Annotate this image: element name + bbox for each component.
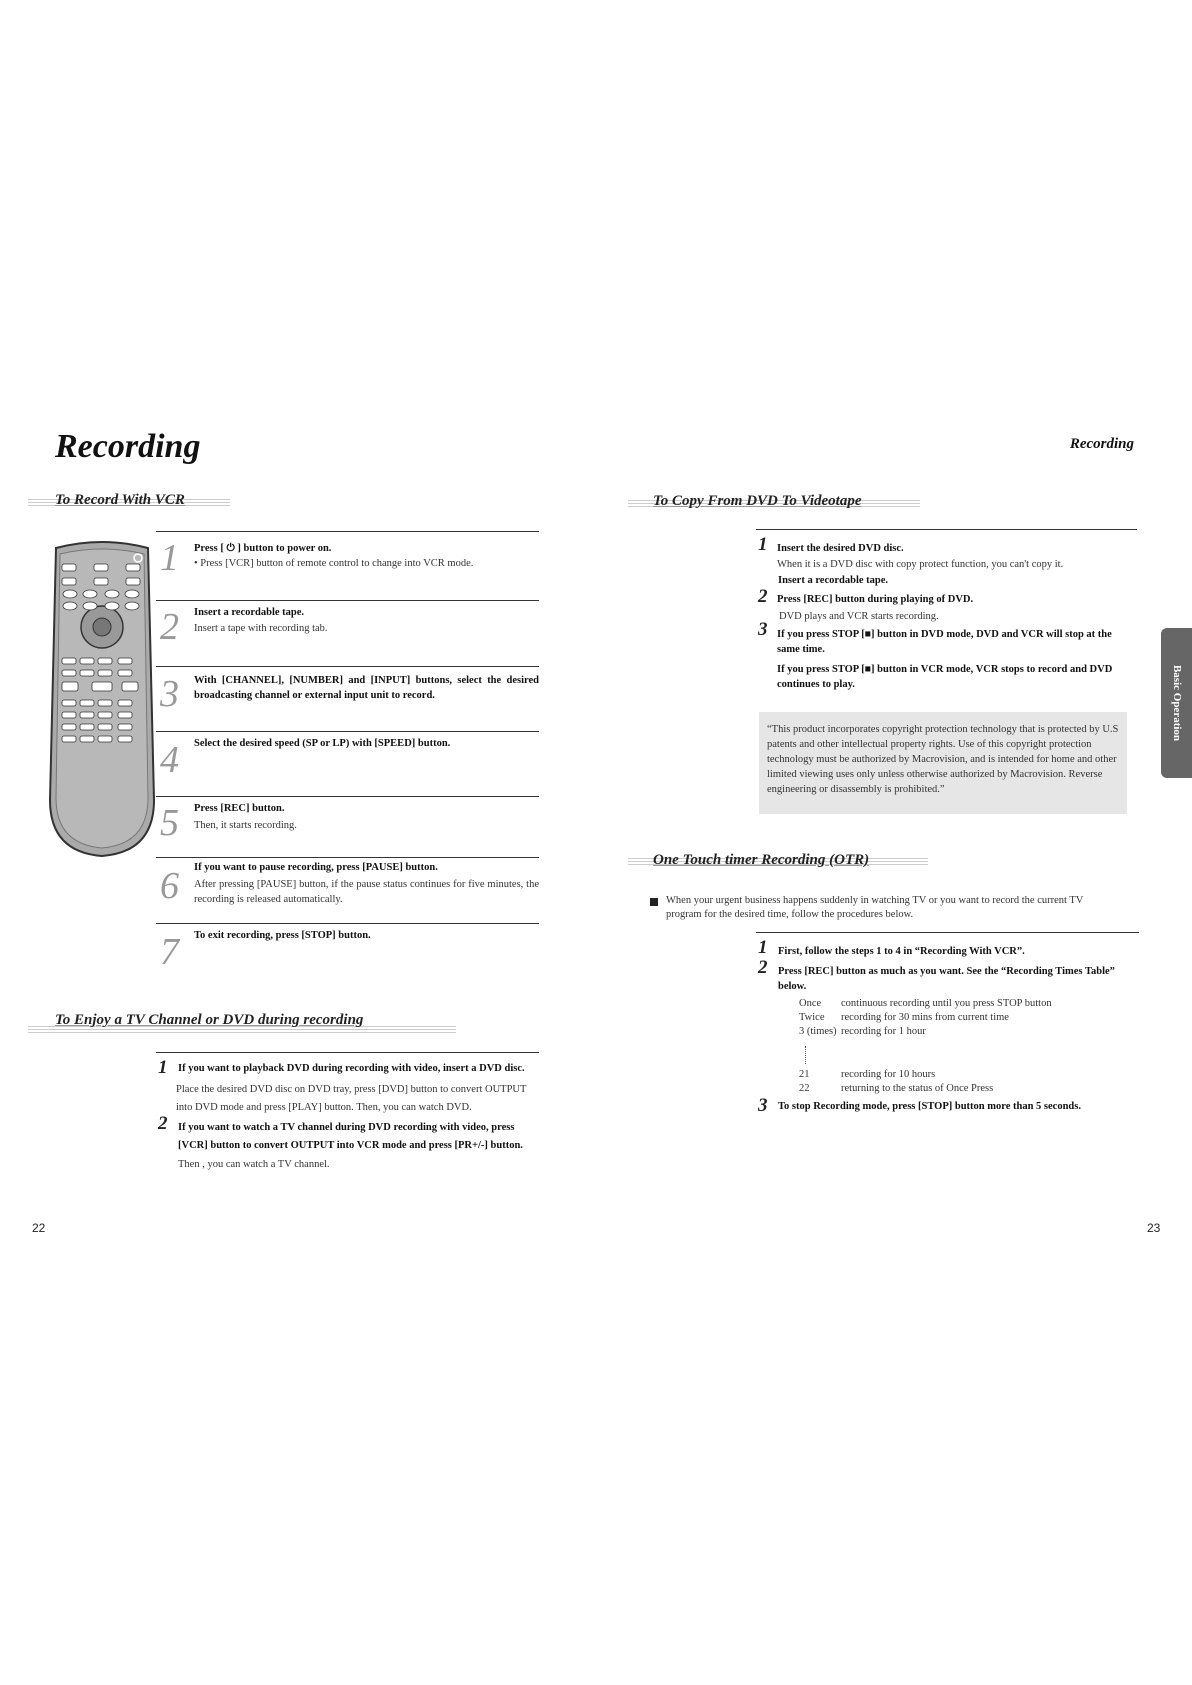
times-key: Twice [799,1012,825,1023]
step-detail: Then, it starts recording. [194,820,297,831]
step-instruction: With [CHANNEL], [NUMBER] and [INPUT] buttons, select the desired broadcasting channel or external input unit to record. [194,675,539,701]
times-value: recording for 10 hours [841,1069,936,1080]
divider [156,1052,539,1053]
copyright-notice: “This product incorporates copyright protection technology that is protected by U.S patents and other intellectual property rights. Use of this copyright protection technology must be authorized by Macrovision, and is intended for home and other limited viewing uses only unless otherwise authorized by Macrovision. Reverse engineering or disassembly is prohibited.” [759,712,1127,814]
remote-control-illustration [42,540,162,858]
step-number: 3 [160,673,179,715]
step-number: 2 [158,1113,168,1134]
step-number: 2 [160,606,179,648]
step-instruction: Insert a recordable tape. [778,575,889,586]
section-heading-record-vcr: To Record With VCR [55,492,185,508]
step-instruction: Press [REC] button. [194,803,285,814]
page-title: Recording [55,428,201,465]
step-instruction: Press [REC] button during playing of DVD. [777,594,974,605]
step-instruction: Select the desired speed (SP or LP) with [SPEED] button. [194,738,451,749]
step-instruction: If you want to pause recording, press [PAUSE] button. [194,862,438,873]
step-number: 2 [758,586,768,607]
times-value: returning to the status of Once Press [841,1083,994,1094]
step-instruction: If you want to playback DVD during recording with video, insert a DVD disc. [178,1063,525,1074]
step-number: 5 [160,802,179,844]
step-instruction: First, follow the steps 1 to 4 in “Recording With VCR”. [778,946,1025,957]
page-number-right: 23 [1147,1221,1161,1235]
step-detail: Then , you can watch a TV channel. [178,1159,330,1170]
divider [156,923,539,924]
step-detail: Insert a tape with recording tab. [194,623,328,634]
step-instruction: If you press STOP [■] button in VCR mode, VCR stops to record and DVD continues to play. [777,664,1113,690]
divider [156,666,539,667]
step-detail: DVD plays and VCR starts recording. [779,611,939,622]
step-detail: After pressing [PAUSE] button, if the pause status continues for five minutes, the recording is released automatically. [194,879,539,905]
section-heading-otr: One Touch timer Recording (OTR) [653,852,870,868]
step-number: 7 [160,931,179,973]
section-heading-copy-dvd: To Copy From DVD To Videotape [653,493,862,509]
divider [756,529,1137,530]
divider [156,600,539,601]
divider [156,796,539,797]
page-number-left: 22 [32,1221,46,1235]
step-number: 1 [758,534,768,555]
step-number: 3 [758,619,768,640]
step-instruction: Press [REC] button as much as you want. See the “Recording Times Table” below. [778,966,1115,992]
times-key: 22 [799,1083,810,1094]
divider [156,731,539,732]
ellipsis-dots [805,1046,806,1064]
step-instruction: Press [ ⏻ ] button to power on. [194,543,332,554]
recording-times-table-end [799,1068,993,1096]
step-detail: • Press [VCR] button of remote control to change into VCR mode. [194,558,474,569]
step-instruction: To stop Recording mode, press [STOP] button more than 5 seconds. [778,1101,1081,1112]
step-instruction: If you want to watch a TV channel during DVD recording with video, press [VCR] button to convert OUTPUT into VCR mode and press [PR+/-] button. [178,1122,523,1151]
step-number: 1 [758,937,768,958]
running-header: Recording [1069,436,1134,452]
section-heading-enjoy-tv: To Enjoy a TV Channel or DVD during recording [55,1012,364,1028]
otr-intro: When your urgent business happens suddenly in watching TV or you want to record the current TV program for the desired time, follow the procedures below. [666,895,1084,920]
times-value: recording for 30 mins from current time [841,1012,1009,1023]
step-number: 4 [160,739,179,781]
side-tab-basic-operation [1161,628,1192,778]
times-key: 3 (times) [799,1026,837,1037]
side-tab-label: Basic Operation [1170,664,1183,742]
times-value: continuous recording until you press STOP button [841,998,1052,1009]
step-number: 1 [158,1057,168,1078]
times-key: Once [799,998,822,1009]
step-number: 3 [758,1095,768,1116]
divider [756,932,1139,933]
times-value: recording for 1 hour [841,1026,926,1037]
step-detail: Place the desired DVD disc on DVD tray, press [DVD] button to convert OUTPUT into DVD mode and press [PLAY] button. Then, you can watch DVD. [176,1084,527,1113]
step-detail: When it is a DVD disc with copy protect function, you can't copy it. [777,559,1064,570]
divider [156,531,539,532]
step-number: 1 [160,537,179,579]
step-instruction: Insert the desired DVD disc. [777,543,904,554]
step-number: 6 [160,865,179,907]
recording-times-table [799,997,1052,1039]
step-instruction: Insert a recordable tape. [194,607,305,618]
divider [156,857,539,858]
step-number: 2 [758,957,768,978]
times-key: 21 [799,1069,810,1080]
bullet-square [650,898,658,906]
step-instruction: To exit recording, press [STOP] button. [194,930,371,941]
step-instruction: If you press STOP [■] button in DVD mode, DVD and VCR will stop at the same time. [777,629,1112,655]
